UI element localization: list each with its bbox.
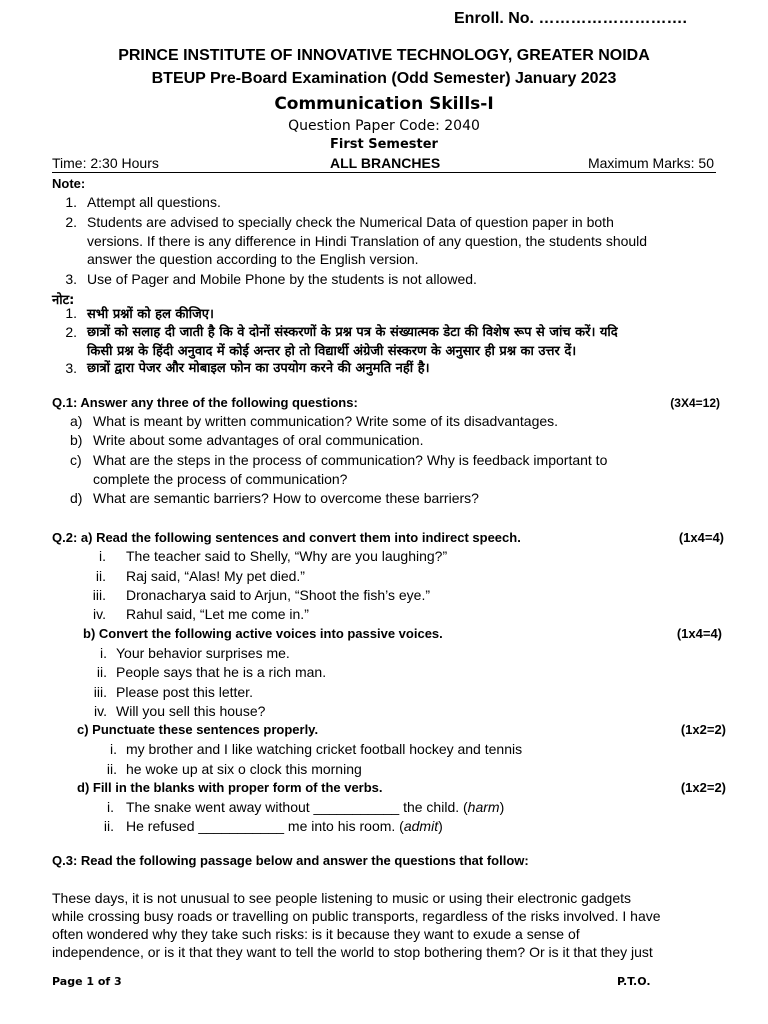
q2a-heading: Q.2: a) Read the following sentences and convert them into indirect speech. — [52, 530, 521, 545]
enroll-number: Enroll. No. ………………………. — [454, 10, 687, 27]
q2a-text: Dronacharya said to Arjun, “Shoot the fish’s eye.” — [126, 587, 431, 603]
q2d-item: He refused ___________ me into his room. (admit) — [126, 818, 443, 834]
hindi-note-text: छात्रों को सलाह दी जाती है कि वे दोनों संस्करणों के प्रश्न पत्र के संख्यात्मक डेटा की विशेष रूप से जांच करें। यदि — [87, 325, 618, 340]
passage-line: often wondered why they take such risks: is it because they want to exude a sense of — [52, 926, 580, 942]
q1-text: What are semantic barriers? How to overcome these barriers? — [93, 490, 479, 506]
note-num: 3. — [65, 271, 77, 287]
q2c-text: he woke up at six o clock this morning — [126, 761, 362, 777]
paper-code: Question Paper Code: 2040 — [288, 118, 480, 134]
note-text: Attempt all questions. — [87, 194, 221, 210]
pto-label: P.T.O. — [617, 975, 651, 988]
q2b-text: Will you sell this house? — [116, 703, 266, 719]
note-text: Use of Pager and Mobile Phone by the students is not allowed. — [87, 271, 477, 287]
q2d-num: i. — [107, 799, 114, 815]
q2d-item: The snake went away without ___________ the child. (harm) — [126, 799, 505, 815]
q2a-num: ii. — [95, 568, 106, 584]
q2a-text: The teacher said to Shelly, “Why are you laughing?” — [126, 548, 448, 564]
q2a-text: Raj said, “Alas! My pet died.” — [126, 568, 305, 584]
q2c-text: my brother and I like watching cricket football hockey and tennis — [126, 741, 523, 757]
exam-time: Time: 2:30 Hours — [52, 155, 159, 171]
q1-text: Write about some advantages of oral communication. — [93, 432, 424, 448]
hindi-note-text: सभी प्रश्नों को हल कीजिए। — [87, 307, 214, 322]
q2b-text: People says that he is a rich man. — [116, 664, 327, 680]
q2b-num: iii. — [93, 684, 107, 700]
q1-marks: (3X4=12) — [670, 396, 720, 410]
q1-label: c) — [70, 452, 82, 468]
hindi-note-num: 1. — [65, 305, 77, 321]
q1-text: complete the process of communication? — [93, 471, 348, 487]
note-text: Students are advised to specially check the Numerical Data of question paper in both — [87, 214, 614, 230]
hindi-note-num: 2. — [65, 324, 77, 340]
q2c-heading: c) Punctuate these sentences properly. — [77, 722, 319, 737]
exam-branches: ALL BRANCHES — [330, 155, 441, 171]
note-text: versions. If there is any difference in Hindi Translation of any question, the students should — [87, 233, 648, 249]
q2a-num: iii. — [92, 587, 106, 603]
hindi-note-text: छात्रों द्वारा पेजर और मोबाइल फोन का उपयोग करने की अनुमति नहीं है। — [87, 361, 430, 376]
max-marks: Maximum Marks: 50 — [587, 155, 714, 171]
q2b-marks: (1x4=4) — [676, 626, 722, 641]
q2c-marks: (1x2=2) — [680, 722, 726, 737]
q2b-text: Your behavior surprises me. — [116, 645, 290, 661]
subject-title: Communication Skills-I — [274, 94, 494, 114]
q1-label: b) — [70, 432, 83, 448]
q2b-text: Please post this letter. — [116, 684, 253, 700]
q2a-num: iv. — [93, 606, 106, 622]
q2c-num: ii. — [106, 761, 117, 777]
q2c-num: i. — [110, 741, 117, 757]
institute-name: PRINCE INSTITUTE OF INNOVATIVE TECHNOLOGY, GREATER NOIDA — [118, 47, 650, 64]
q2d-marks: (1x2=2) — [680, 780, 726, 795]
q2a-marks: (1x4=4) — [678, 530, 724, 545]
note-title: Note: — [52, 176, 86, 191]
hindi-note-num: 3. — [65, 360, 77, 376]
q1-label: a) — [70, 413, 83, 429]
hindi-note-text: किसी प्रश्न के हिंदी अनुवाद में कोई अन्तर हो तो विद्यार्थी अंग्रेजी संस्करण के अनुसार ही प्रश्न का उत्तर दें। — [87, 344, 577, 359]
passage-line: independence, or is it that they want to tell the world to stop bothering them? Or is it that they just — [52, 944, 653, 960]
q2a-text: Rahul said, “Let me come in.” — [126, 606, 309, 622]
hindi-note-title: नोट: — [52, 293, 75, 308]
q2d-num: ii. — [103, 818, 114, 834]
q2b-num: i. — [100, 645, 107, 661]
q2b-num: iv. — [94, 703, 107, 719]
q2a-num: i. — [99, 548, 106, 564]
note-num: 1. — [65, 194, 77, 210]
exam-meta-row — [52, 155, 716, 173]
q2b-heading: b) Convert the following active voices into passive voices. — [83, 626, 443, 641]
q1-text: What is meant by written communication? Write some of its disadvantages. — [93, 413, 559, 429]
q1-heading: Q.1: Answer any three of the following questions: — [52, 395, 358, 410]
q3-heading: Q.3: Read the following passage below and answer the questions that follow: — [52, 853, 529, 868]
q1-label: d) — [70, 490, 83, 506]
q2b-num: ii. — [96, 664, 107, 680]
note-num: 2. — [65, 214, 77, 230]
passage-line: while crossing busy roads or travelling on public transports, regardless of the risks involved. I have — [52, 908, 661, 924]
exam-title: BTEUP Pre-Board Examination (Odd Semester) January 2023 — [151, 70, 617, 87]
q1-text: What are the steps in the process of communication? Why is feedback important to — [93, 452, 608, 468]
passage-line: These days, it is not unusual to see people listening to music or using their electronic gadgets — [52, 890, 631, 906]
q2d-heading: d) Fill in the blanks with proper form of the verbs. — [77, 780, 383, 795]
note-text: answer the question according to the English version. — [87, 251, 419, 267]
semester: First Semester — [330, 137, 438, 152]
page-number: Page 1 of 3 — [52, 975, 122, 988]
